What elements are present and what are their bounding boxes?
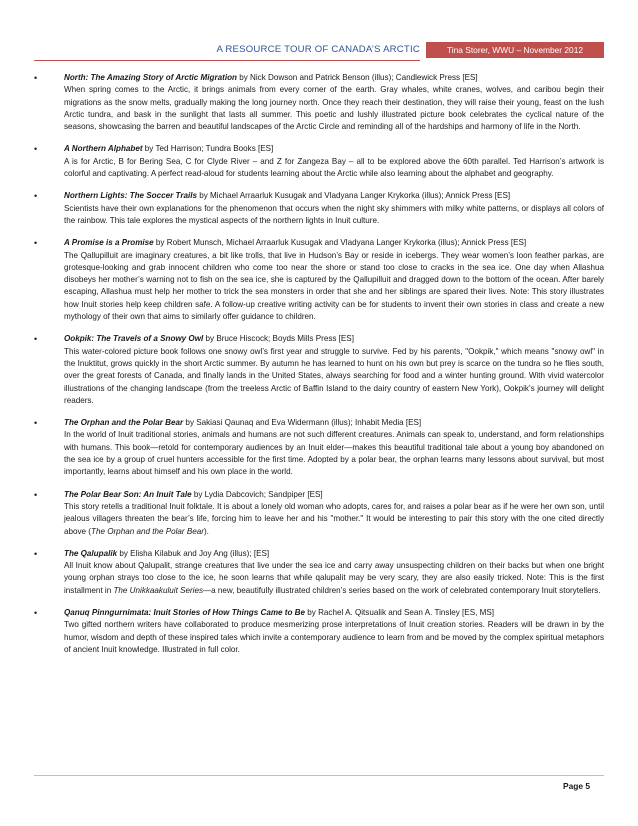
bullet-icon: • [34,607,38,618]
description-tail: ). [203,526,209,536]
entry-heading [64,417,604,429]
page-header [34,42,604,58]
entry-heading [64,190,604,202]
book-entry-polar-bear-son [34,489,604,538]
book-entry-ookpik [34,333,604,407]
entry-heading [64,72,604,84]
book-description: Two gifted northern writers have collaborated to produce mesmerizing prose interpretations of Inuit creation stories. Readers will be drawn in by the humor, wisdom and depth of these inspired tales which invite a contemporary audience to learn from and be moved by the complex spiritual metaphors of ancient Inuit knowledge. Illustrated in full color. [64,620,604,654]
book-title: The Orphan and the Polar Bear [64,418,184,428]
book-entry-qanuq-pinngurnimata [34,607,604,656]
entry-heading [64,489,604,501]
book-credit: by Bruce Hiscock; Boyds Mills Press [ES] [203,334,354,344]
bullet-icon: • [34,238,38,249]
book-entry-orphan-polar-bear [34,417,604,478]
book-description [64,560,604,597]
bullet-icon: • [34,489,38,500]
book-title: The Polar Bear Son: An Inuit Tale [64,489,192,499]
book-credit: by Ted Harrison; Tundra Books [ES] [142,144,274,154]
book-title: Northern Lights: The Soccer Trails [64,191,197,201]
book-entry-qalupalik [34,548,604,597]
book-entry-northern-alphabet [34,143,604,180]
book-credit: by Nick Dowson and Patrick Benson (illus); Candlewick Press [ES] [236,73,478,82]
entry-heading [64,333,604,345]
page-number: Page 5 [562,781,590,791]
book-credit: by Michael Arraarluk Kusugak and Vladyana Langer Krykorka (illus); Annick Press [ES] [196,191,511,201]
description-tail: —a new, beautifully illustrated children’s series based on the work of celebrated contemporary Inuit storytellers. [203,585,601,595]
entry-heading [64,237,604,249]
book-description: A is for Arctic, B for Bering Sea, C for Clyde River – and Z for Zangeza Bay – all to be explored above the 60th parallel. Ted Harrison’s artwork is colorful and captivating. A perfect read-aloud for students learning about the Arctic while also learning about the alphabet and geography. [64,156,604,179]
book-credit: by Lydia Dabcovich; Sandpiper [ES] [191,489,323,499]
book-entry-north [34,72,604,133]
book-description [64,501,604,538]
book-description: In the world of Inuit traditional stories, animals and humans are not such different creatures. Animals can speak to, understand, and form relationships with humans. This book—retold for contemporary audiences by an Inuit elder—makes this beautiful traditional tale about a young boy abandoned on the sea ice by a group of cruel hunters accessible for the first time. Adopted by a polar bear, the orphan learns many lessons about survival, but most importantly, learns about himself and his own place in the world. [64,430,604,477]
entry-heading [64,607,604,619]
book-credit: by Rachel A. Qitsualik and Sean A. Tinsley [ES, MS] [305,607,494,617]
footer-rule [34,775,604,776]
entry-heading [64,548,604,560]
bullet-icon: • [34,144,38,155]
book-title: North: The Amazing Story of Arctic Migration [64,73,237,82]
author-date-badge: Tina Storer, WWU – November 2012 [426,42,604,58]
book-credit: by Elisha Kilabuk and Joy Ang (illus); [ES] [117,548,270,558]
book-description: When spring comes to the Arctic, it brings animals from every corner of the earth. Gray whales, white cranes, wolves, and caribou begin their migrations as the snow melts, gradually making the long journey north. Once they reach their destination, they will raise their young, feast on the lush Arctic tundra, and bask in the sunlight that lasts all summer. This poetic and lushly illustrated picture book celebrates the cyclical nature of the seasons, showcasing the barren and beautiful landscapes of the Arctic Circle and reminding all of the hardships and harmony of life in the North. [64,85,604,132]
document-title: A RESOURCE TOUR OF CANADA’S ARCTIC [216,44,420,55]
header-rule [34,60,420,61]
book-description: This water-colored picture book follows one snowy owl’s first year and struggle to survive. Fed by his parents, "Ookpik," which means "snowy owl" in the Inuktitut, grows quickly in the short Arctic summer. By autumn he has learned to hunt on his own but prey is scarce on the tundra so he flies south, over the great forests of Canada, and finally lands in the United States, always searching for food and a winter hunting ground. With vivid watercolor illustrations of the changing landscape (from the treeless Arctic of Baffin Island to the dairy country of eastern New York), Ookpik’s journey will delight readers. [64,346,604,405]
bullet-icon: • [34,548,38,559]
book-title: Ookpik: The Travels of a Snowy Owl [64,334,204,344]
book-title: The Qalupalik [64,548,118,558]
book-entry-northern-lights [34,190,604,227]
bullet-icon: • [34,334,38,345]
book-entry-promise [34,237,604,323]
book-title: A Promise is a Promise [64,238,154,248]
series-title: The Unikkaakuluit Series [113,585,204,595]
entry-heading [64,143,604,155]
cross-reference-title: The Orphan and the Polar Bear [91,526,204,536]
bullet-icon: • [34,73,38,83]
book-description: Scientists have their own explanations for the phenomenon that occurs when the night sky shimmers with milky white patterns, or displays all colors of the rainbow. This tale explores the mystical aspects of the northern lights in Inuit culture. [64,203,604,225]
description-text: This story retells a traditional Inuit folktale. It is about a lonely old woman who adopts, cares for, and raises a polar bear as if he were her own son, until jealous villagers threaten the bear’s life, forcing him to leave her and his "mother." It would be interesting to pair this story with the one cited directly above ( [64,501,604,536]
book-credit: by Sakiasi Qaunaq and Eva Widermann (illus); Inhabit Media [ES] [183,418,422,428]
book-description: The Qallupilluit are imaginary creatures, a bit like trolls, that live in Hudson’s Bay or reside in icebergs. They wear women’s loon feather parkas, are grotesque-looking and grab innocent children who come too near the shore or stand too close to cracks in the sea ice. One day when Allashua disobeys her mother’s warning not to fish on the sea ice, she is captured by the Qallupilluit and dragged down to the bottom of the ocean. After barely escaping, Allashua must help her mother to trick the sea monsters in order that she and her siblings are spared their lives. Note: This story illustrates how Inuit stories help keep children safe. A follow-up creative writing activity can be for students to invent their own stories in class and create a new mythology of their own that aims to similarly offer guidance to children. [64,250,604,322]
book-credit: by Robert Munsch, Michael Arraarluk Kusugak and Vladyana Langer Krykorka (illus); Annick Press [ES] [153,238,527,248]
book-list [34,72,604,666]
bullet-icon: • [34,191,38,202]
bullet-icon: • [34,418,38,429]
book-title: A Northern Alphabet [64,144,143,154]
book-title: Qanuq Pinngurnimata: Inuit Stories of How Things Came to Be [64,607,306,617]
description-text: All Inuit know about Qalupalit, strange creatures that live under the sea ice and carry away unsuspecting children on their backs but when one bright young orphan strays too close to the ice, he soon learns that while qalupalit may be very scary, they are also easily tricked. Note: This is the first installment in [64,561,604,595]
